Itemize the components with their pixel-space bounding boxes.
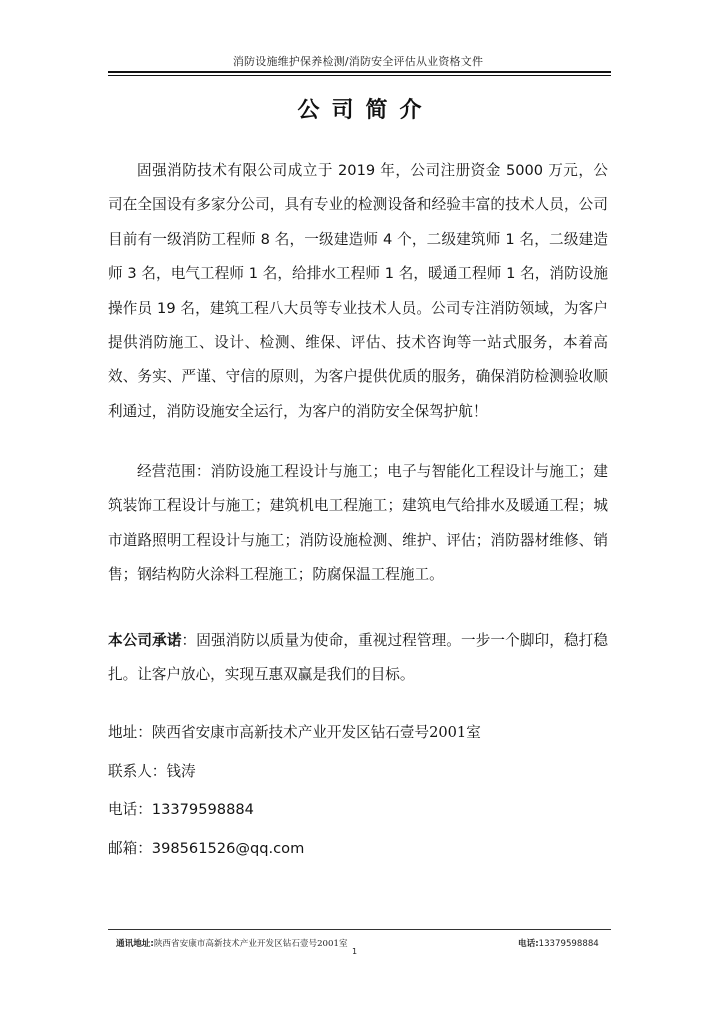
email-label: 邮箱： <box>108 840 152 857</box>
contact-email <box>108 837 304 858</box>
contact-person <box>108 760 196 781</box>
commitment-text: ：固强消防以质量为使命，重视过程管理。一步一个脚印，稳打稳扎。让客户放心，实现互惠双赢是我们的目标。 <box>108 632 608 684</box>
intro-paragraph: 固强消防技术有限公司成立于 2019 年，公司注册资金 5000 万元，公司在全国设有多家分公司，具有专业的检测设备和经验丰富的技术人员，公司目前有一级消防工程师 8 名，一级建造师 4 个，二级建筑师 1 名，二级建造师 3 名，电气工程师 1 名，给排水工程师 1 名，暖通工程师 1 名，消防设施操作员 19 名，建筑工程八大员等专业技术人员。公司专注消防领域，为客户提供消防施工、设计、检测、维保、评估、技术咨询等一站式服务，本着高效、务实、严谨、守信的原则，为客户提供优质的服务，确保消防检测验收顺利通过，消防设施安全运行，为客户的消防安全保驾护航！ <box>108 162 608 420</box>
email-value: 398561526@qq.com <box>151 840 305 857</box>
running-header: 消防设施维护保养检测/消防安全评估从业资格文件 <box>232 55 484 68</box>
phone-label: 电话： <box>108 801 152 818</box>
footer-address <box>116 937 348 949</box>
address-label: 地址： <box>108 724 152 741</box>
phone-value: 13379598884 <box>151 801 254 818</box>
footer-address-label: 通讯地址: <box>116 939 154 949</box>
person-value: 钱涛 <box>166 763 196 780</box>
footer-address-value: 陕西省安康市高新技术产业开发区钻石壹号2001室 <box>153 939 348 949</box>
contact-address <box>108 721 481 742</box>
page-number: 1 <box>352 947 358 956</box>
person-label: 联系人： <box>108 763 167 780</box>
commitment-paragraph <box>108 624 608 693</box>
page-title: 公司简介 <box>297 98 434 123</box>
header-rule <box>108 71 611 73</box>
business-scope-paragraph: 经营范围：消防设施工程设计与施工；电子与智能化工程设计与施工；建筑装饰工程设计与施工；建筑机电工程施工；建筑电气给排水及暖通工程；城市道路照明工程设计与施工；消防设施检测、维护、评估；消防器材维修、销售；钢结构防火涂料工程施工；防腐保温工程施工。 <box>108 463 608 584</box>
header-rule-thin <box>108 75 611 76</box>
contact-phone <box>108 798 254 819</box>
footer-rule <box>108 929 611 930</box>
commitment-label: 本公司承诺 <box>108 632 182 649</box>
footer-phone <box>518 937 599 949</box>
footer-phone-value: 13379598884 <box>538 939 599 949</box>
address-value: 陕西省安康市高新技术产业开发区钻石壹号2001室 <box>151 724 481 741</box>
footer-phone-label: 电话: <box>518 939 539 949</box>
